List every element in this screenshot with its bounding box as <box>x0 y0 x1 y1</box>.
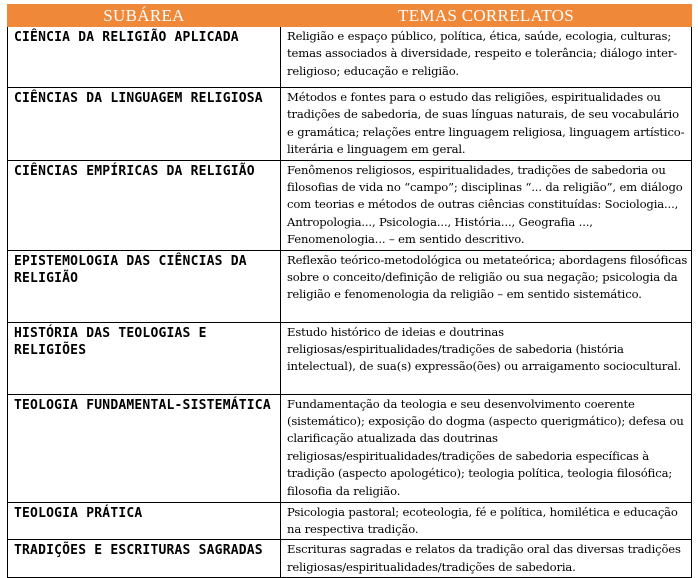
subareas-table <box>7 4 692 578</box>
table-row <box>8 322 692 394</box>
header-temas-correlatos: TEMAS CORRELATOS <box>281 5 692 27</box>
table-row <box>8 160 692 250</box>
subarea-cell: CIÊNCIA DA RELIGIÃO APLICADA <box>8 27 281 88</box>
temas-cell: Fundamentação da teologia e seu desenvolvimento coerente (sistemático); exposição do dogma (aspecto querigmático); defesa ou clarificação atualizada das doutrinas religiosas/espiritualidades/tradições de sabedoria específicas à tradição (aspecto apologético); teologia política, teologia filosófica; filosofia da religião. <box>281 394 692 502</box>
subareas-table-container <box>7 4 691 578</box>
table-body <box>8 27 692 578</box>
table-row <box>8 394 692 502</box>
table-header <box>8 5 692 27</box>
temas-cell: Reflexão teórico-metodológica ou metateórica; abordagens filosóficas sobre o conceito/definição de religião ou sua negação; psicologia da religião e fenomenologia da religião – em sentido sistemático. <box>281 250 692 322</box>
temas-cell: Religião e espaço público, política, ética, saúde, ecologia, culturas; temas associados à diversidade, respeito e tolerância; diálogo inter-religioso; educação e religião. <box>281 27 692 88</box>
header-subarea: SUBÁREA <box>8 5 281 27</box>
subarea-cell: TEOLOGIA FUNDAMENTAL-SISTEMÁTICA <box>8 394 281 502</box>
table-row <box>8 88 692 161</box>
temas-cell: Escrituras sagradas e relatos da tradição oral das diversas tradições religiosas/espiritualidades/tradições de sabedoria. <box>281 540 692 578</box>
subarea-cell: HISTÓRIA DAS TEOLOGIAS E RELIGIÕES <box>8 322 281 394</box>
temas-cell: Psicologia pastoral; ecoteologia, fé e política, homilética e educação na respectiva tradição. <box>281 502 692 540</box>
subarea-cell: CIÊNCIAS DA LINGUAGEM RELIGIOSA <box>8 88 281 161</box>
header-row <box>8 5 692 27</box>
temas-cell: Métodos e fontes para o estudo das religiões, espiritualidades ou tradições de sabedoria, de suas línguas naturais, de seu vocabulário e gramática; relações entre linguagem religiosa, linguagem artístico-literária e linguagem em geral. <box>281 88 692 161</box>
table-row <box>8 250 692 322</box>
table-row <box>8 27 692 88</box>
temas-cell: Fenômenos religiosos, espiritualidades, tradições de sabedoria ou filosofias de vida no “campo”; disciplinas “... da religião”, em diálogo com teorias e métodos de outras ciências constituídas: Sociologia..., Antropologia..., Psicologia..., História..., Geografia ..., Fenomenologia... – em sentido descritivo. <box>281 160 692 250</box>
temas-cell: Estudo histórico de ideias e doutrinas religiosas/espiritualidades/tradições de sabedoria (história intelectual), de sua(s) expressão(ões) ou arraigamento sociocultural. <box>281 322 692 394</box>
subarea-cell: CIÊNCIAS EMPÍRICAS DA RELIGIÃO <box>8 160 281 250</box>
table-row <box>8 502 692 540</box>
subarea-cell: EPISTEMOLOGIA DAS CIÊNCIAS DA RELIGIÃO <box>8 250 281 322</box>
subarea-cell: TRADIÇÕES E ESCRITURAS SAGRADAS <box>8 540 281 578</box>
table-row <box>8 540 692 578</box>
subarea-cell: TEOLOGIA PRÁTICA <box>8 502 281 540</box>
